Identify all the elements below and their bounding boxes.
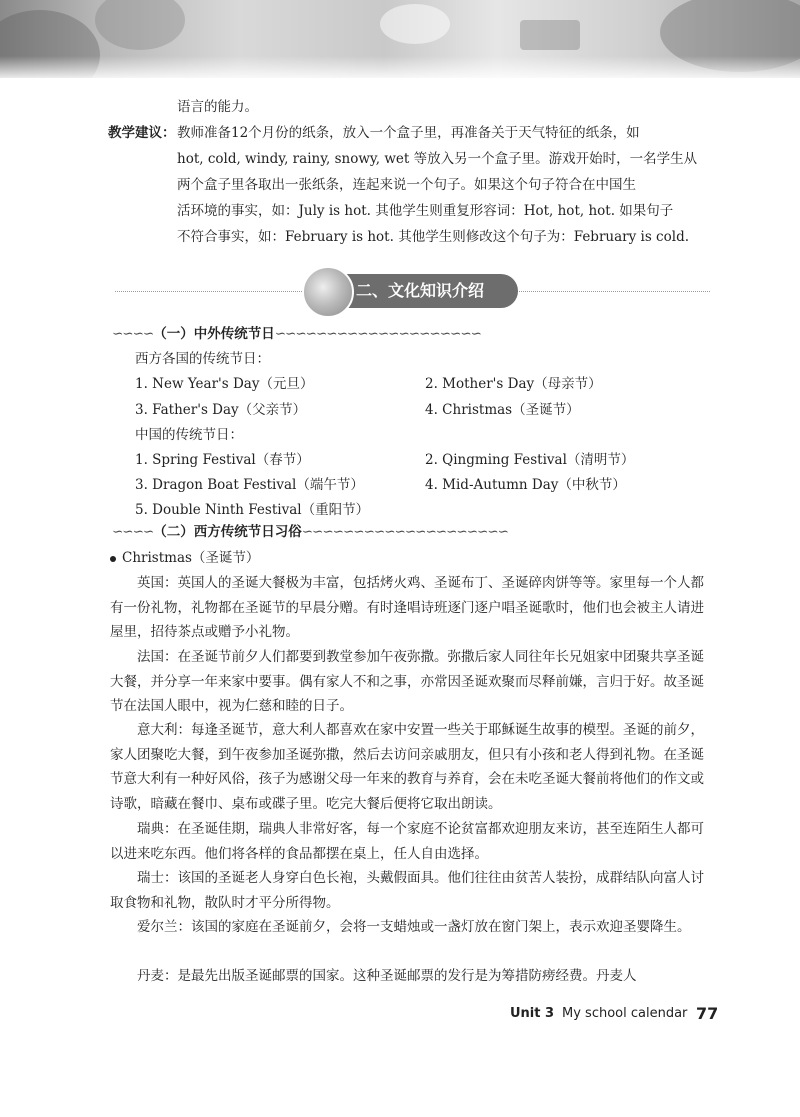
custom-paragraph-uk: 英国：英国人的圣诞大餐极为丰富，包括烤火鸡、圣诞布丁、圣诞碎肉饼等等。家里每一个人都有一份礼物，礼物都在圣诞节的早晨分赠。有时逢唱诗班逐门逐户唱圣诞歌时，他们也会被主人请进屋里，招待茶点或赠予小礼物。 [110,575,704,640]
custom-paragraph-italy: 意大利：每逢圣诞节，意大利人都喜欢在家中安置一些关于耶稣诞生故事的模型。圣诞的前夕，家人团聚吃大餐，到午夜参加圣诞弥撒，然后去访问亲戚朋友，但只有小孩和老人得到礼物。在圣诞节意大利有一种好风俗，孩子为感谢父母一年来的教育与养育，会在未吃圣诞大餐前将他们的作文或诗歌，暗藏在餐巾、桌布或碟子里。吃完大餐后便将它取出朗读。 [110,722,704,812]
mascot-icon [302,266,354,318]
teaching-suggestion-label: 教学建议： [108,125,176,141]
festivals-heading: ∽∽∽∽（一）中外传统节日∽∽∽∽∽∽∽∽∽∽∽∽∽∽∽∽∽∽∽∽ [112,326,481,342]
teaching-line: 两个盒子里各取出一张纸条，连起来说一个句子。如果这个句子符合在中国生 [177,177,636,193]
wave-ornament-icon: ∽∽∽∽∽∽∽∽∽∽∽∽∽∽∽∽∽∽∽∽ [274,326,481,342]
section-title: 二、文化知识介绍 [308,274,518,308]
chinese-label: 中国的传统节日： [135,427,243,443]
teaching-line: hot, cold, windy, rainy, snowy, wet 等放入另一个盒子里。游戏开始时，一名学生从 [177,151,698,167]
festival-item: 3. Father's Day（父亲节） [135,402,307,418]
teaching-line: 教师准备12个月份的纸条，放入一个盒子里，再准备关于天气特征的纸条，如 [177,125,640,141]
continued-line: 语言的能力。 [177,99,258,115]
footer-unit: Unit 3 [510,1006,555,1021]
wave-ornament-icon: ∽∽∽∽ [112,326,154,342]
festival-item: 5. Double Ninth Festival（重阳节） [135,502,370,518]
teaching-line: 不符合事实，如：February is hot. 其他学生则修改这个句子为：February is cold. [177,229,689,245]
custom-paragraph-switzerland: 瑞士：该国的圣诞老人身穿白色长袍，头戴假面具。他们往往由贫苦人装扮，成群结队向富人讨取食物和礼物，散队时才平分所得物。 [110,870,704,911]
wave-ornament-icon: ∽∽∽∽ [112,524,154,540]
festival-item: 1. New Year's Day（元旦） [135,376,314,392]
page-number: 77 [696,1004,719,1023]
teaching-line: 活环境的事实，如：July is hot. 其他学生则重复形容词：Hot, hot, hot. 如果句子 [177,203,674,219]
custom-paragraph-ireland: 爱尔兰：该国的家庭在圣诞前夕，会将一支蜡烛或一盏灯放在窗门架上，表示欢迎圣婴降生。 [137,919,691,935]
footer-title: My school calendar [562,1006,688,1021]
custom-paragraph-sweden: 瑞典：在圣诞佳期，瑞典人非常好客，每一个家庭不论贫富都欢迎朋友来访，甚至连陌生人都可以进来吃东西。他们将各样的食品都摆在桌上，任人自由选择。 [110,821,704,862]
festival-item: 4. Mid-Autumn Day（中秋节） [425,477,626,493]
bullet-icon [110,556,116,562]
festival-item: 3. Dragon Boat Festival（端午节） [135,477,364,493]
western-label: 西方各国的传统节日： [135,351,270,367]
festival-item: 1. Spring Festival（春节） [135,452,310,468]
header-banner-image [0,0,800,78]
customs-heading: ∽∽∽∽（二）西方传统节日习俗∽∽∽∽∽∽∽∽∽∽∽∽∽∽∽∽∽∽∽∽ [112,524,508,540]
wave-ornament-icon: ∽∽∽∽∽∽∽∽∽∽∽∽∽∽∽∽∽∽∽∽ [301,524,508,540]
custom-paragraph-france: 法国：在圣诞节前夕人们都要到教堂参加午夜弥撒。弥撒后家人同往年长兄姐家中团聚共享圣诞大餐，并分享一年来家中要事。偶有家人不和之事，亦常因圣诞欢聚而尽释前嫌，言归于好。故圣诞节在法国人眼中，视为仁慈和睦的日子。 [110,649,704,714]
festival-item: 4. Christmas（圣诞节） [425,402,580,418]
christmas-title: Christmas（圣诞节） [122,550,260,566]
festival-item: 2. Qingming Festival（清明节） [425,452,635,468]
custom-paragraph-denmark: 丹麦：是最先出版圣诞邮票的国家。这种圣诞邮票的发行是为筹措防痨经费。丹麦人 [137,968,637,984]
festival-item: 2. Mother's Day（母亲节） [425,376,602,392]
